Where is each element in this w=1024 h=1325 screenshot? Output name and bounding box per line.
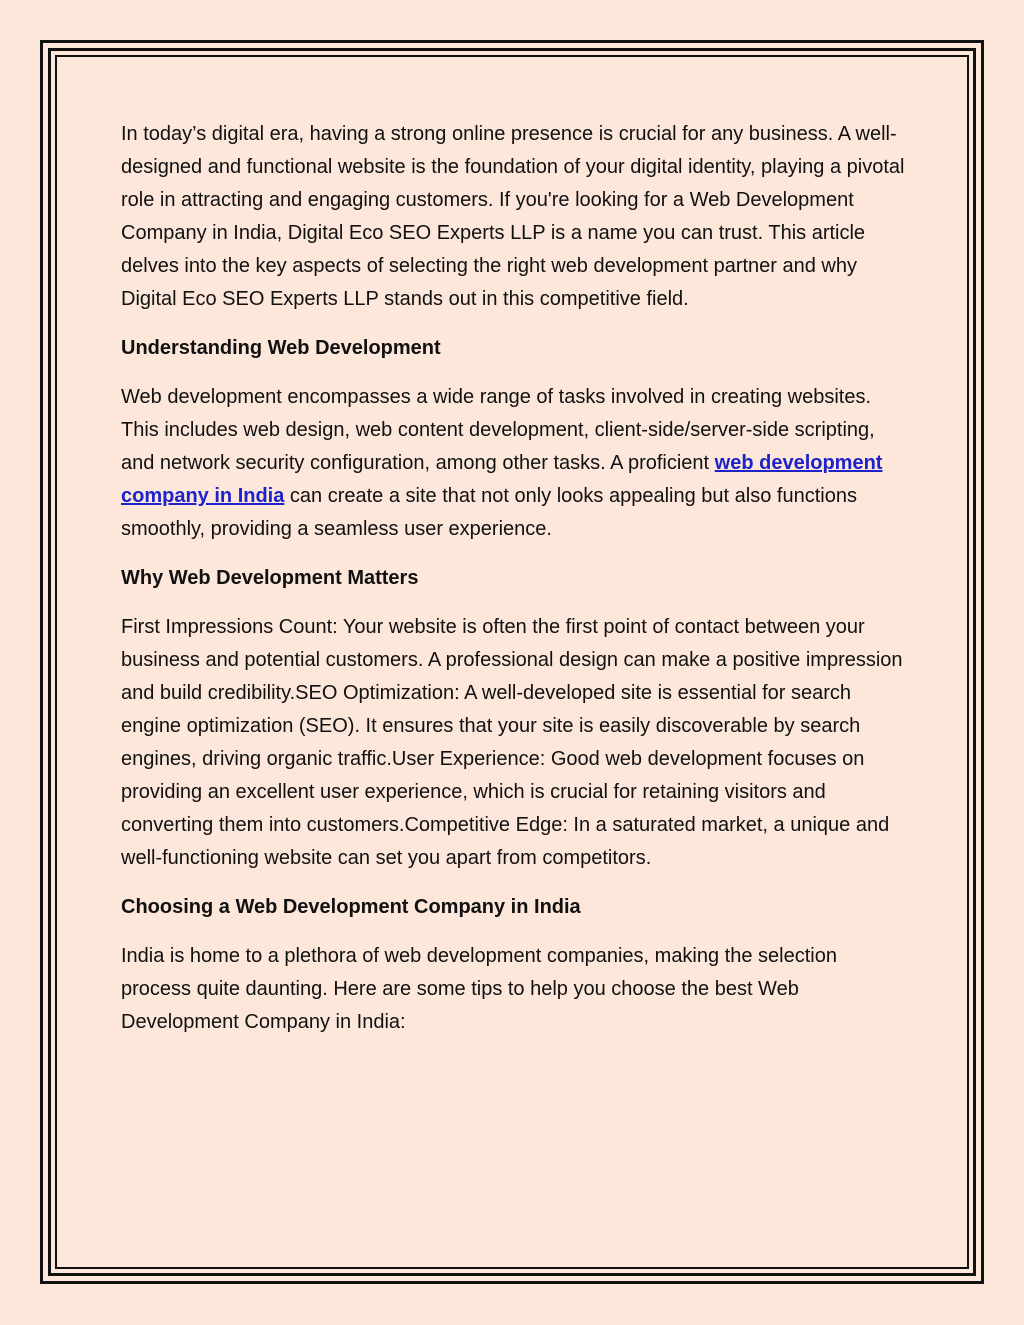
web-development-company-link[interactable]: web development company in India	[121, 452, 883, 507]
heading-understanding-web-development: Understanding Web Development	[121, 337, 441, 359]
heading-choosing-company: Choosing a Web Development Company in India	[121, 896, 581, 918]
paragraph-understanding-text-after: can create a site that not only looks appealing but also functions smoothly, providing a seamless user experience.	[121, 485, 857, 540]
paragraph-understanding	[121, 381, 911, 546]
heading-why-web-development-matters: Why Web Development Matters	[121, 567, 419, 589]
document-body	[121, 118, 911, 1055]
paragraph-why-matters: First Impressions Count: Your website is often the first point of contact between your business and potential customers. A professional design can make a positive impression and build credibility.SEO Optimization: A well-developed site is essential for search engine optimization (SEO). It ensures that your site is easily discoverable by search engines, driving organic traffic.User Experience: Good web development focuses on providing an excellent user experience, which is crucial for retaining visitors and converting them into customers.Competitive Edge: In a saturated market, a unique and well-functioning website can set you apart from competitors.	[121, 616, 903, 869]
paragraph-choosing: India is home to a plethora of web development companies, making the selection process quite daunting. Here are some tips to help you choose the best Web Development Company in India:	[121, 945, 837, 1033]
paragraph-understanding-text-before: Web development encompasses a wide range of tasks involved in creating websites. This includes web design, web content development, client-side/server-side scripting, and network security configuration, among other tasks. A proficient	[121, 386, 875, 474]
intro-paragraph: In today’s digital era, having a strong online presence is crucial for any business. A well-designed and functional website is the foundation of your digital identity, playing a pivotal role in attracting and engaging customers. If you're looking for a Web Development Company in India, Digital Eco SEO Experts LLP is a name you can trust. This article delves into the key aspects of selecting the right web development partner and why Digital Eco SEO Experts LLP stands out in this competitive field.	[121, 123, 905, 310]
